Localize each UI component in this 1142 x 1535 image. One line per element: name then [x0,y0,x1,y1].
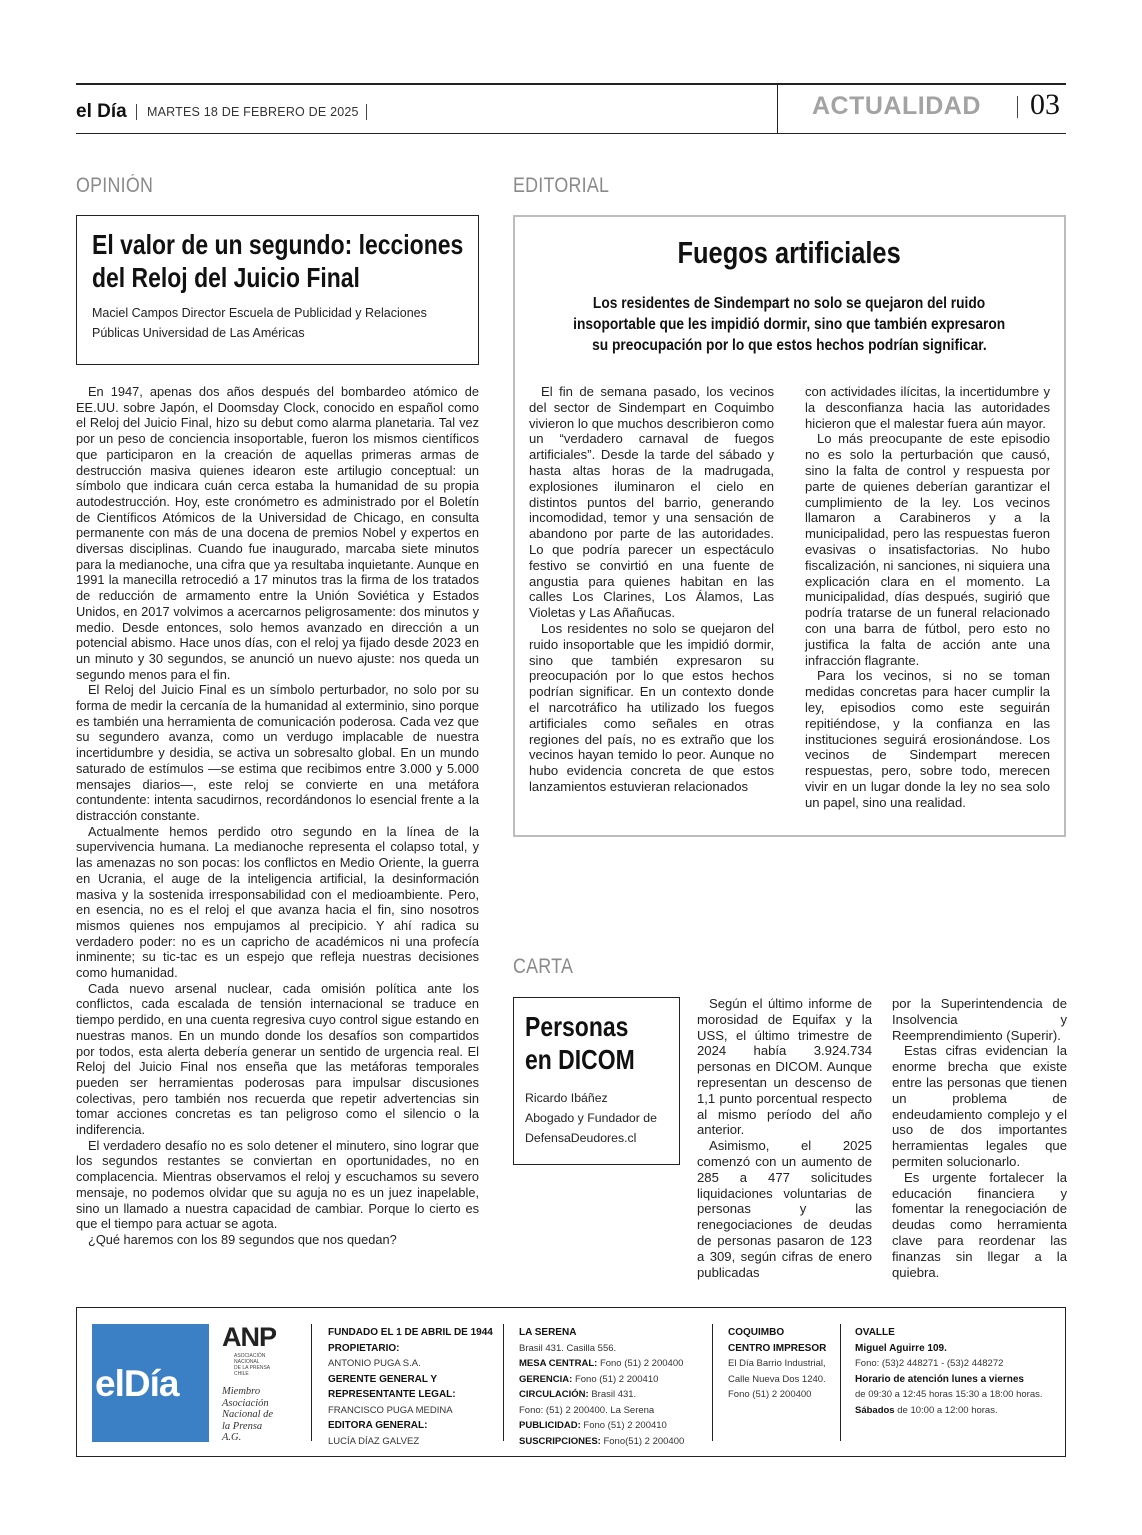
footer-line [519,1356,684,1372]
opinion-author-line: Públicas Universidad de Las Américas [92,326,305,340]
opinion-title [92,228,463,294]
opinion-paragraph: En 1947, apenas dos años después del bombardeo atómico de EE.UU. sobre Japón, el Doomsday Clock, conocido en español como el Reloj del Juicio Final, hizo su debut como alarma planetaria. Tal vez por un peso de conciencia insoportable, fueron los mismos científicos que participaron en la creación de aquellas primeras armas de destrucción masiva quienes idearon este artilugio conceptual: un símbolo que indicara cuán cerca estaba la humanidad de su propia autodestrucción. Hoy, este cronómetro es administrado por el Boletín de Científicos Atómicos de la Universidad de Chicago, en consulta permanente con más de una docena de premios Nobel y expertos en diversas disciplinas. Cuando fue inaugurado, marcaba siete minutos para la medianoche, una cifra que ya resultaba inquietante. Aunque en 1991 la manecilla retrocedió a 17 minutos tras la firma de los tratados de reducción de armamento entre la Unión Soviética y Estados Unidos, en 2017 volvimos a acercarnos peligrosamente: dos minutos y medio. Desde entonces, solo hemos avanzado en dirección a un potencial abismo. Hace unos días, con el reloj ya fijado desde 2023 en un minuto y 30 segundos, se anunció un nuevo ajuste: nos queda un segundo menos para el fin. [76,384,479,682]
opinion-title-line: El valor de un segundo: lecciones [92,229,464,260]
editorial-lead-line [515,314,1064,335]
anp-logo-subtext [234,1353,292,1377]
editorial-lead-text: insoportable que les impidió dormir, sino que también expresaron [573,316,1006,333]
footer-hours: de 09:30 a 12:45 horas 15:30 a 18:00 horas. [855,1389,1043,1400]
footer-line [855,1403,1043,1419]
editorial-lead-text: su preocupación por lo que estos hechos podrían significar. [592,337,987,354]
anp-logo [222,1322,292,1377]
footer-line: Fono: (51) 2 200400. La Serena [519,1404,655,1416]
opinion-paragraph: El verdadero desafío no es solo detener el minutero, sino lograr que los segundos restantes se conviertan en oportunidades, no en complacencia. Mientras observamos el reloj y escuchamos su severo mensaje, no podemos olvidar que su aguja no es un juez inapelable, sino un llamado a nuestra capacidad de cambiar. Porque lo cierto es que el tiempo para actuar se agota. [76,1137,479,1232]
footer-line-label: Sábados [855,1404,895,1416]
footer-city: LA SERENA [519,1327,577,1338]
footer-printer: CENTRO IMPRESOR [728,1342,827,1354]
footer-owner: ANTONIO PUGA S.A. [328,1358,421,1369]
carta-paragraph: Es urgente fortalecer la educación financiera y fomentar la renegociación de deudas como herramienta clave para reordenar las finanzas sin llegar a la quiebra. [892,1169,1067,1280]
carta-paragraph: por la Superintendencia de Insolvencia y Reemprendimiento (Superir). [892,996,1067,1043]
editorial-column-1 [529,384,774,795]
header-brand: el Día [76,101,127,122]
footer-divider [311,1324,312,1441]
editorial-lead-line [515,335,1064,356]
footer-col-coquimbo [728,1325,826,1403]
editorial-title: Fuegos artificiales [677,235,902,270]
header-date: MARTES 18 DE FEBRERO DE 2025 [147,105,359,119]
footer-manager-label: REPRESENTANTE LEGAL: [328,1389,456,1400]
carta-title-box [513,997,680,1165]
editorial-column-2 [805,384,1050,811]
footer-owner-label: PROPIETARIO: [328,1342,400,1354]
carta-title [525,1010,635,1076]
footer-city: OVALLE [855,1327,895,1338]
member-line: A.G. [222,1432,242,1443]
footer-line-label: MESA CENTRAL: [519,1358,598,1369]
opinion-label: OPINIÓN [76,174,154,197]
footer-founded: FUNDADO EL 1 DE ABRIL DE 1944 [328,1327,493,1338]
member-line: la Prensa [222,1420,263,1432]
carta-author [525,1088,657,1148]
footer-divider [503,1324,504,1441]
editorial-paragraph: Lo más preocupante de este episodio no es solo la perturbación que causó, sino la falta de control y respuesta por parte de quienes deberían garantizar el cumplimiento de la ley. Los vecinos llamaron a Carabineros y a la municipalidad, pero las respuestas fueron evasivas o insatisfactorias. No hubo fiscalización, ni sanciones, ni siquiera una explicación clara en el momento. La municipalidad, días después, sugirió que podría tratarse de un funeral relacionado con una barra de fútbol, pero esto no justifica la falta de acción ante una infracción flagrante. [805,431,1050,668]
carta-column-1 [697,996,872,1280]
opinion-author-line: Maciel Campos Director Escuela de Publicidad y Relaciones [92,306,427,320]
footer-line-value: Fono (51) 2 200410 [583,1420,667,1431]
editorial-lead-text: Los residentes de Sindempart no solo se quejaron del ruido [593,295,986,312]
carta-author-line: DefensaDeudores.cl [525,1131,637,1145]
header-separator [1017,96,1018,118]
carta-label: CARTA [513,955,574,978]
footer-hours-label: Horario de atención lunes a viernes [855,1373,1024,1385]
footer-address: Brasil 431. Casilla 556. [519,1342,617,1354]
anp-sub-line: NACIONAL [234,1359,260,1365]
footer-line-value: Fono (51) 2 200400 [599,1358,684,1369]
footer-line [519,1418,684,1434]
page-number: 03 [1030,88,1060,121]
editorial-label: EDITORIAL [513,174,610,197]
footer-col-ovalle [855,1325,1043,1418]
carta-author-line: Ricardo Ibáñez [525,1091,608,1105]
eldia-logo-text: elDía [95,1363,179,1404]
footer-col-la-serena [519,1325,684,1449]
footer-line [519,1387,684,1403]
carta-paragraph: Según el último informe de morosidad de Equifax y la USS, el último trimestre de 2024 había 3.924.734 personas en DICOM. Aunque representan un descenso de 1,1 punto porcentual respecto al mismo período del año anterior. [697,996,872,1138]
member-note [222,1386,273,1444]
header-bottom-rule [76,133,1066,134]
anp-sub-line: DE LA PRENSA [234,1365,271,1371]
carta-title-line: en DICOM [525,1044,635,1075]
editorial-paragraph: Los residentes no solo se quejaron del ruido insoportable que les impidió dormir, sino que también expresaron su preocupación por lo que estos hechos podrían significar. En un contexto donde el narcotráfico ha utilizado los fuegos artificiales como señales en otras regiones del país, no es extraño que los vecinos hayan temido lo peor. Aunque no hubo evidencia concreta de que estos lanzamientos estuvieran relacionados [529,620,774,794]
footer-editor: LUCÍA DÍAZ GALVEZ [328,1435,420,1447]
footer-line: Fono (51) 2 200400 [728,1389,812,1400]
carta-column-2 [892,996,1067,1280]
anp-sub-line: CHILE [234,1371,249,1377]
member-line: Nacional de [222,1409,274,1420]
carta-title-line: Personas [525,1011,629,1042]
footer-line-value: Brasil 431. [591,1389,637,1400]
footer-line-value: Fono (51) 2 200410 [574,1373,659,1385]
editorial-paragraph: con actividades ilícitas, la incertidumbre y la desconfianza hacia las autoridades hicieron que el malestar fuera aún mayor. [805,384,1050,431]
editorial-lead [515,293,1064,356]
footer-line-label: GERENCIA: [519,1373,573,1385]
carta-paragraph: Estas cifras evidencian la enorme brecha que existe entre las personas que tienen un problema de endeudamiento complejo y el uso de dos importantes herramientas legales que permiten solucionarlo. [892,1043,1067,1169]
footer-line-value: de 10:00 a 12:00 horas. [897,1404,998,1416]
footer-editor-label: EDITORA GENERAL: [328,1420,428,1431]
header-separator [366,104,367,120]
footer-line-label: CIRCULACIÓN: [519,1389,589,1400]
footer-col-founders [328,1325,493,1449]
header-divider [777,84,778,133]
opinion-paragraph: ¿Qué haremos con los 89 segundos que nos quedan? [88,1231,397,1247]
footer-manager-label: GERENTE GENERAL Y [328,1373,438,1385]
footer-line: El Día Barrio Industrial, [728,1358,826,1369]
member-line: Miembro [222,1386,261,1397]
header-separator [136,104,137,120]
opinion-paragraph: Actualmente hemos perdido otro segundo en la línea de la supervivencia humana. La medianoche representa el colapso total, y las amenazas no son pocas: los conflictos en Medio Oriente, la guerra en Ucrania, el auge de la inteligencia artificial, la desinformación masiva y la sostenida irresponsabilidad con el medioambiente. Pero, en esencia, no es el reloj el que avanza hacia el fin, sino nosotros mismos quienes nos empujamos al precipicio. Y ahí radica su verdadero poder: no es un capricho de académicos ni una profecía inminente; su tic-tac es un espejo que refleja nuestras decisiones como humanidad. [76,823,479,981]
opinion-author [92,303,427,343]
footer-phone: Fono: (53)2 448271 - (53)2 448272 [855,1358,1004,1369]
opinion-body [76,384,479,1248]
footer-line-value: Fono(51) 2 200400 [603,1435,685,1447]
carta-author-line: Abogado y Fundador de [525,1111,657,1125]
footer-divider [840,1324,841,1441]
footer-line [519,1372,684,1388]
member-line: Asociación [222,1397,269,1409]
header-section: ACTUALIDAD [812,92,981,120]
footer-manager: FRANCISCO PUGA MEDINA [328,1404,453,1416]
opinion-title-box [76,215,479,365]
editorial-paragraph: El fin de semana pasado, los vecinos del sector de Sindempart en Coquimbo vivieron lo que muchos describieron como un “verdadero carnaval de fuegos artificiales”. Desde la tarde del sábado y hasta altas horas de la madrugada, explosiones iluminaron el cielo en distintos puntos del barrio, generando incomodidad, temor y una sensación de abandono por parte de las autoridades. Lo que podría parecer un espectáculo festivo se convirtió en una fuente de angustia para quienes habitan en las calles Los Clarines, Los Álamos, Las Violetas y Las Añañucas. [529,384,774,621]
footer-divider [712,1324,713,1441]
opinion-paragraph: Cada nuevo arsenal nuclear, cada omisión política ante los conflictos, cada escalada de tensión internacional se traduce en tiempo perdido, en una cuenta regresiva cuyo control sigue estando en nuestras manos. En un mundo donde los desafíos son compartidos por todos, esta alerta debería generar un sentido de urgencia real. El Reloj del Juicio Final nos enseña que las metáforas temporales pueden ser herramientas poderosas para impulsar discusiones colectivas, pero también nos recuerda que repetir advertencias sin tomar acciones concretas es tan peligroso como el silencio o la indiferencia. [76,980,479,1138]
editorial-title-wrap [515,235,1064,271]
footer-city: COQUIMBO [728,1327,785,1338]
eldia-logo [92,1324,209,1442]
footer-line [519,1434,684,1450]
anp-sub-line: ASOCIACIÓN [234,1353,266,1359]
opinion-title-line: del Reloj del Juicio Final [92,262,360,293]
header-top-rule [76,83,1066,85]
footer-line: Calle Nueva Dos 1240. [728,1373,826,1385]
carta-paragraph: Asimismo, el 2025 comenzó con un aumento de 285 a 477 solicitudes liquidaciones voluntarias de personas y las renegociaciones de deudas de personas pasaron de 123 a 309, según cifras de enero publicadas [697,1138,872,1280]
opinion-paragraph: El Reloj del Juicio Final es un símbolo perturbador, no solo por su forma de medir la cercanía de la humanidad al exterminio, sino porque es también una herramienta de comunicación poderosa. Cada vez que su segundero avanza, como un verdugo implacable de nuestra incertidumbre y desidia, se activa un sobresalto global. En un mundo saturado de estímulos —se estima que recibimos entre 3.000 y 5.000 mensajes diarios—, este reloj se convierte en una metáfora contundente: intenta sacudirnos, recordándonos lo esencial frente a la distracción constante. [76,682,479,823]
footer-line-label: SUSCRIPCIONES: [519,1435,601,1447]
editorial-paragraph: Para los vecinos, si no se toman medidas concretas para hacer cumplir la ley, episodios como este seguirán repitiéndose, y la confianza en las instituciones seguirá erosionándose. Los vecinos de Sindempart merecen respuestas, pero, sobre todo, merecen vivir en un lugar donde la ley no sea solo un papel, sino una realidad. [805,668,1050,810]
anp-logo-text: ANP [222,1322,277,1352]
footer-address: Miguel Aguirre 109. [855,1342,947,1354]
editorial-lead-line [515,293,1064,314]
footer-line-label: PUBLICIDAD: [519,1420,581,1431]
